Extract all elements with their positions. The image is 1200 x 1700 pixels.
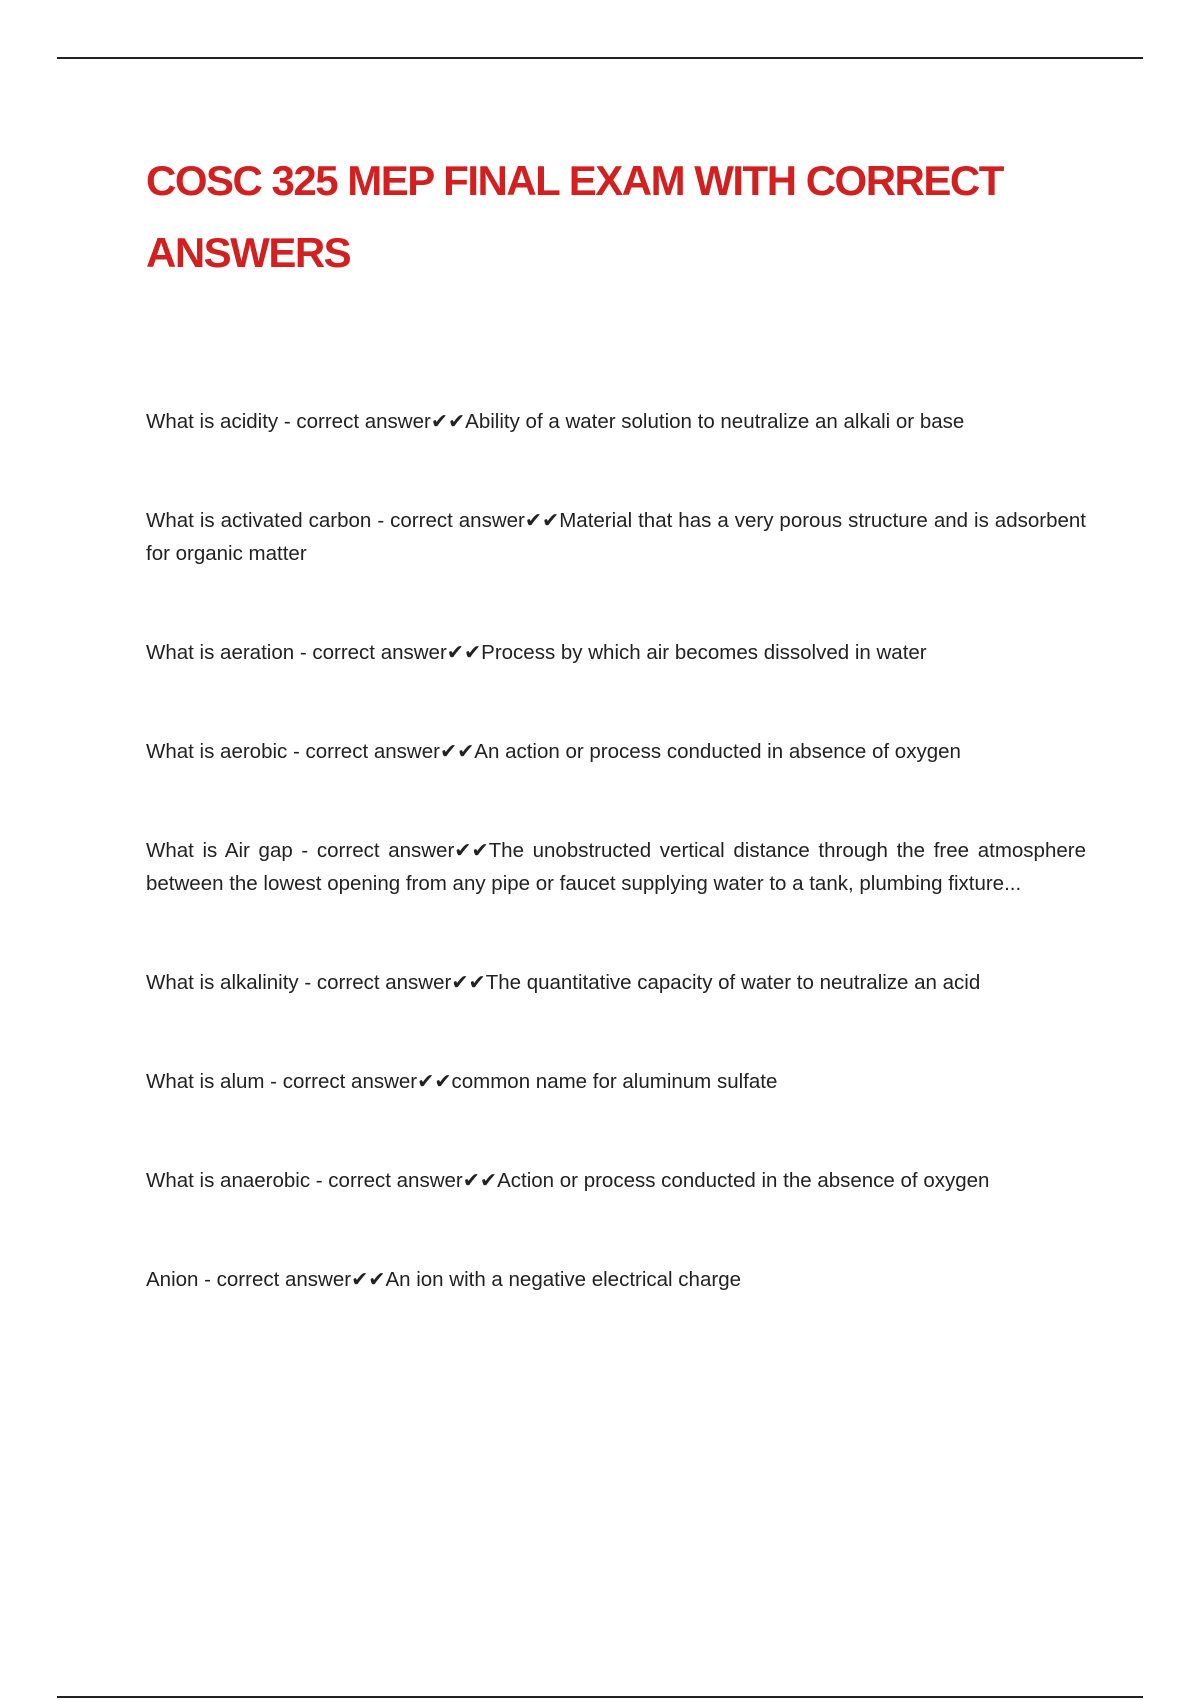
question-text: Anion [146, 1268, 199, 1291]
answer-separator: - correct answer [278, 410, 431, 433]
question-text: What is anaerobic [146, 1169, 311, 1192]
check-icon: ✔✔ [417, 1070, 452, 1093]
answer-text: Material that has a very porous structure and is adsorbent for organic matter [146, 509, 1086, 565]
answer-separator: - correct answer [264, 1070, 418, 1093]
answer-separator: - correct answer [294, 641, 447, 664]
check-icon: ✔✔ [351, 1268, 386, 1291]
qa-item [146, 966, 1086, 999]
answer-separator: - correct answer [198, 1268, 352, 1291]
answer-text: Ability of a water solution to neutralize an alkali or base [465, 410, 965, 433]
question-text: What is alkalinity [146, 971, 299, 994]
question-text: What is activated carbon [146, 509, 372, 532]
qa-item [146, 735, 1086, 768]
check-icon: ✔✔ [446, 641, 482, 664]
answer-text: An ion with a negative electrical charge [385, 1268, 741, 1291]
answer-separator: - correct answer [292, 839, 455, 862]
qa-list [146, 405, 1086, 1362]
answer-text: common name for aluminum sulfate [451, 1070, 778, 1093]
answer-text: Process by which air becomes dissolved in water [481, 641, 927, 664]
qa-item [146, 1164, 1086, 1197]
answer-text: An action or process conducted in absence of oxygen [474, 740, 961, 763]
answer-separator: - correct answer [298, 971, 452, 994]
check-icon: ✔✔ [462, 1169, 498, 1192]
document-title: COSC 325 MEP FINAL EXAM WITH CORRECT ANSWERS [146, 157, 1003, 276]
check-icon: ✔✔ [430, 410, 466, 433]
qa-item [146, 1263, 1086, 1296]
document-body [146, 145, 1086, 1291]
answer-separator: - correct answer [310, 1169, 463, 1192]
check-icon: ✔✔ [454, 839, 489, 862]
answer-separator: - correct answer [287, 740, 440, 763]
check-icon: ✔✔ [451, 971, 486, 994]
answer-separator: - correct answer [371, 509, 525, 532]
answer-text: The quantitative capacity of water to neutralize an acid [485, 971, 981, 994]
qa-item [146, 504, 1086, 570]
question-text: What is acidity [146, 410, 279, 433]
question-text: What is aerobic [146, 740, 288, 763]
answer-text: The unobstructed vertical distance through the free atmosphere between the lowest opening from any pipe or faucet supplying water to a tank, plumbing fixture... [146, 839, 1086, 895]
qa-item [146, 636, 1086, 669]
question-text: What is Air gap [146, 839, 293, 862]
footer-rule [57, 1696, 1143, 1698]
qa-item [146, 405, 1086, 438]
answer-text: Action or process conducted in the absence of oxygen [497, 1169, 990, 1192]
check-icon: ✔✔ [524, 509, 560, 532]
qa-item [146, 834, 1086, 900]
check-icon: ✔✔ [439, 740, 475, 763]
header-rule [57, 57, 1143, 59]
qa-item [146, 1065, 1086, 1098]
question-text: What is aeration [146, 641, 295, 664]
question-text: What is alum [146, 1070, 265, 1093]
